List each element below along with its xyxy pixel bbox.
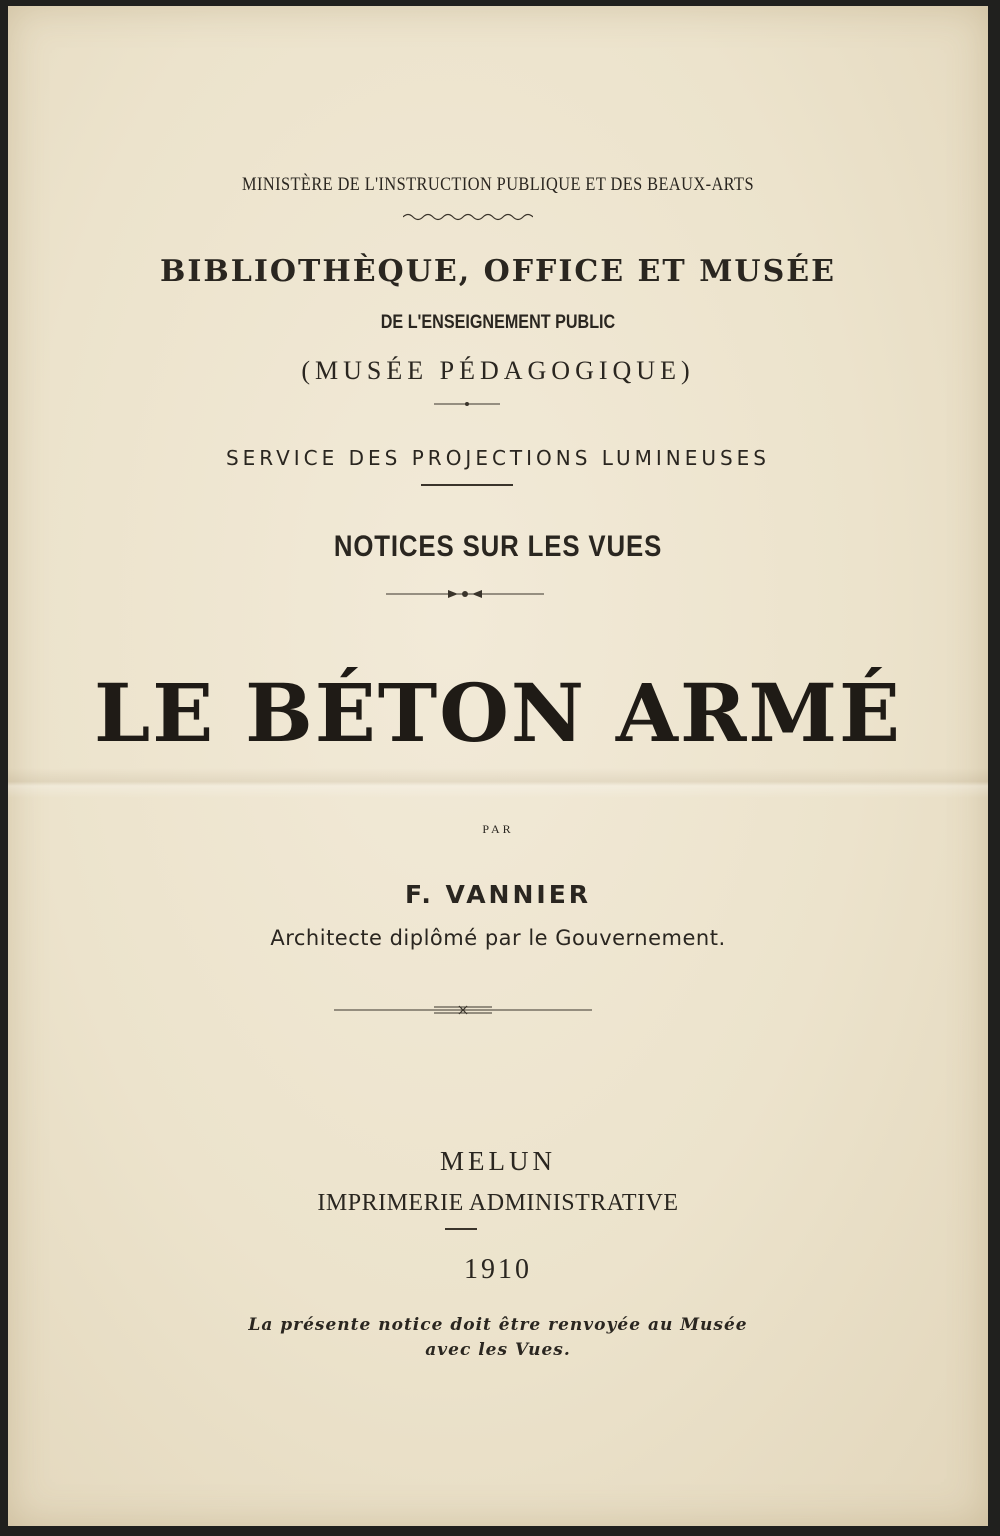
diamond-ornament-icon — [386, 589, 544, 599]
return-notice-line-2: avec les Vues. — [425, 1340, 571, 1360]
paper-fold — [8, 768, 988, 798]
printer-name: IMPRIMERIE ADMINISTRATIVE — [317, 1190, 679, 1216]
ministry-heading: MINISTÈRE DE L'INSTRUCTION PUBLIQUE ET DES BEAUX-ARTS — [242, 174, 754, 195]
document-page — [8, 6, 988, 1526]
city-name: MELUN — [440, 1146, 556, 1176]
cross-ornament-icon — [334, 1004, 592, 1016]
document-title: LE BÉTON ARMÉ — [94, 666, 902, 760]
publication-year: 1910 — [464, 1254, 532, 1285]
return-notice-line-1: La présente notice doit être renvoyée au Musée — [248, 1315, 748, 1335]
museum-name: (MUSÉE PÉDAGOGIQUE) — [301, 356, 695, 385]
author-name: F. VANNIER — [404, 880, 592, 909]
service-heading: SERVICE DES PROJECTIONS LUMINEUSES — [225, 446, 771, 470]
by-label: PAR — [482, 822, 514, 836]
small-ornament-icon — [434, 400, 500, 408]
series-heading: NOTICES SUR LES VUES — [333, 530, 663, 563]
institution-title: BIBLIOTHÈQUE, OFFICE ET MUSÉE — [160, 254, 836, 289]
wave-ornament-icon — [403, 212, 533, 222]
author-role: Architecte diplômé par le Gouvernement. — [270, 926, 726, 950]
institution-subtitle: DE L'ENSEIGNEMENT PUBLIC — [380, 312, 616, 333]
divider-rule — [421, 484, 513, 486]
short-divider — [445, 1228, 477, 1230]
